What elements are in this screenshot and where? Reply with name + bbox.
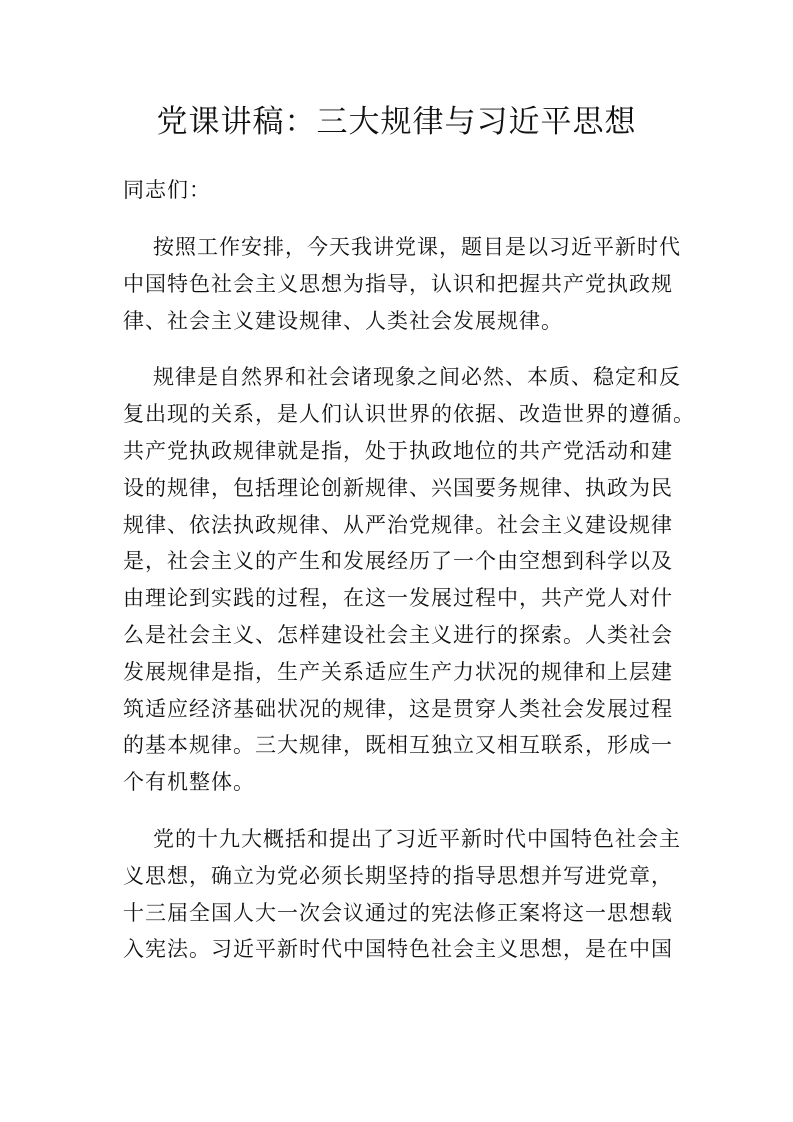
paragraph-1 <box>123 229 681 339</box>
paragraph-line: 复出现的关系，是人们认识世界的依据、改造世界的遵循。 <box>123 402 695 427</box>
paragraph-line: 个有机整体。 <box>123 770 255 795</box>
paragraph-2 <box>123 359 695 801</box>
paragraph-line: 入宪法。习近平新时代中国特色社会主义思想，是在中国 <box>123 937 673 962</box>
paragraph-line: 设的规律，包括理论创新规律、兴国要务规律、执政为民 <box>123 475 673 500</box>
paragraph-line: 么是社会主义、怎样建设社会主义进行的探索。人类社会 <box>123 622 673 647</box>
document-title: 党课讲稿：三大规律与习近平思想 <box>156 104 637 140</box>
paragraph-line: 中国特色社会主义思想为指导，认识和把握共产党执政规 <box>123 271 673 296</box>
paragraph-line: 十三届全国人大一次会议通过的宪法修正案将这一思想载 <box>123 900 673 925</box>
paragraph-line: 的基本规律。三大规律，既相互独立又相互联系，形成一 <box>123 733 673 758</box>
paragraph-line: 规律、依法执政规律、从严治党规律。社会主义建设规律 <box>123 512 673 537</box>
paragraph-line: 律、社会主义建设规律、人类社会发展规律。 <box>123 308 563 333</box>
paragraph-line: 发展规律是指，生产关系适应生产力状况的规律和上层建 <box>123 659 673 684</box>
paragraph-line: 规律是自然界和社会诸现象之间必然、本质、稳定和反 <box>153 365 681 390</box>
paragraph-line: 按照工作安排，今天我讲党课，题目是以习近平新时代 <box>153 235 681 259</box>
document-body <box>123 173 695 968</box>
salutation: 同志们： <box>123 178 211 202</box>
paragraph-line: 义思想，确立为党必须长期坚持的指导思想并写进党章， <box>123 863 673 888</box>
paragraph-3 <box>123 821 681 968</box>
paragraph-line: 共产党执政规律就是指，处于执政地位的共产党活动和建 <box>123 438 673 463</box>
paragraph-line: 筑适应经济基础状况的规律，这是贯穿人类社会发展过程 <box>123 696 673 721</box>
paragraph-line: 是，社会主义的产生和发展经历了一个由空想到科学以及 <box>123 549 673 574</box>
paragraph-line: 党的十九大概括和提出了习近平新时代中国特色社会主 <box>153 826 681 851</box>
paragraph-line: 由理论到实践的过程，在这一发展过程中，共产党人对什 <box>123 586 673 611</box>
